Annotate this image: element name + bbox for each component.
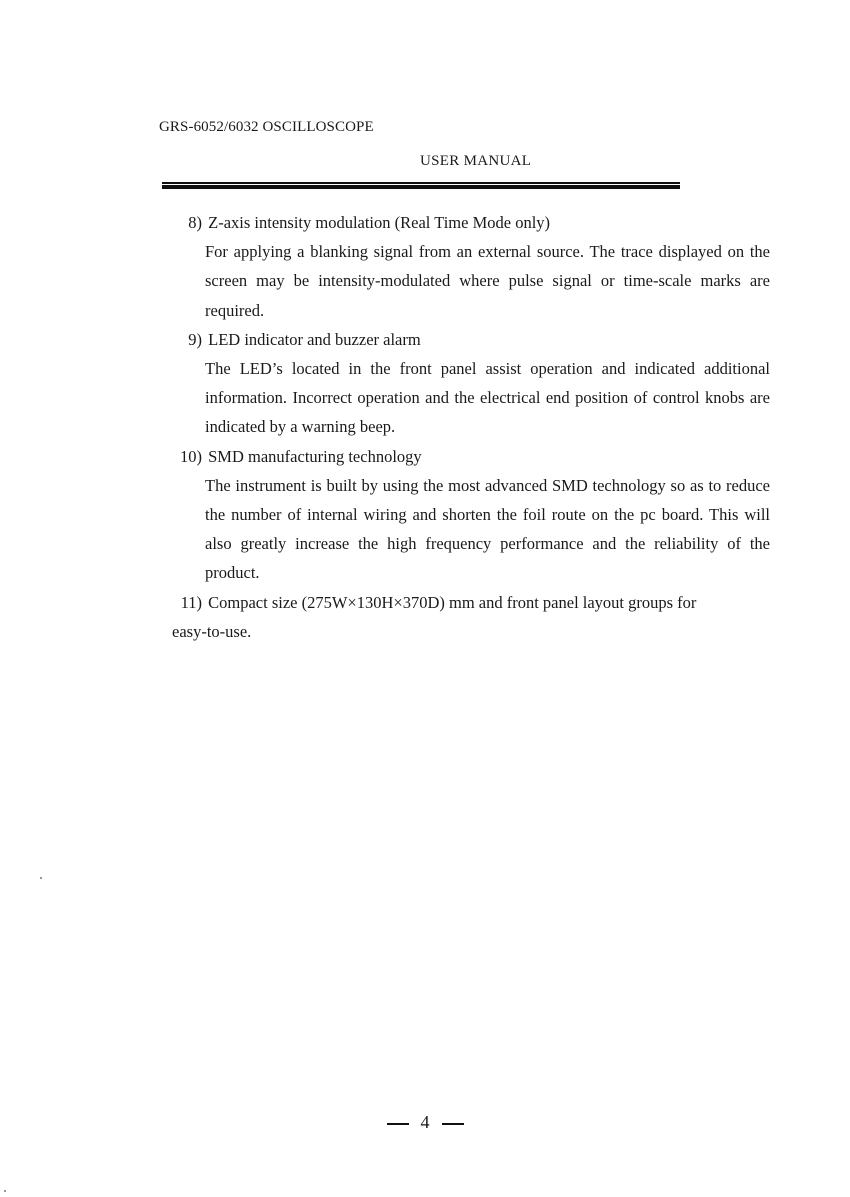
item-number: 8) <box>188 213 202 232</box>
item-title-text: Z-axis intensity modulation (Real Time Mode only) <box>208 213 551 232</box>
footer-dash-left <box>387 1123 409 1125</box>
feature-item-10 <box>160 442 770 588</box>
feature-item-11 <box>160 588 770 646</box>
item-number: 11) <box>180 592 202 612</box>
feature-description: For applying a blanking signal from an external source. The trace displayed on the screen may be intensity-modulated where pulse signal or time-scale marks are required. <box>205 242 770 320</box>
footer-dash-right <box>442 1123 464 1125</box>
item-title-text: Compact size (275W×130H×370D) mm and front panel layout groups for <box>208 592 697 612</box>
feature-title <box>160 442 770 471</box>
page-number: 4 <box>420 1112 430 1132</box>
feature-title <box>160 325 770 354</box>
page-footer <box>0 1112 850 1133</box>
document-subtitle: USER MANUAL <box>420 153 532 169</box>
scan-speck <box>4 1190 6 1192</box>
item-number: 10) <box>180 446 202 466</box>
feature-description: The LED’s located in the front panel assist operation and indicated additional information. Incorrect operation and the electrical end position of control knobs are indicated by a warning beep. <box>205 359 770 437</box>
feature-title <box>160 588 770 617</box>
header-rule-thick <box>162 185 680 189</box>
feature-list <box>160 208 770 646</box>
feature-item-8 <box>160 208 770 325</box>
item-title-text: LED indicator and buzzer alarm <box>208 329 421 349</box>
feature-title-continuation: easy-to-use. <box>172 621 252 641</box>
feature-description: The instrument is built by using the most advanced SMD technology so as to reduce the number of internal wiring and shorten the foil route on the pc board. This will also greatly increase the high frequency performance and the reliability of the product. <box>205 475 770 583</box>
feature-title <box>160 208 770 237</box>
scan-speck <box>40 877 42 879</box>
feature-item-9 <box>160 325 770 442</box>
item-title-text: SMD manufacturing technology <box>208 446 422 466</box>
header-rule-thin <box>162 182 680 184</box>
item-number: 9) <box>188 329 202 349</box>
document-title: GRS-6052/6032 OSCILLOSCOPE <box>159 119 374 135</box>
